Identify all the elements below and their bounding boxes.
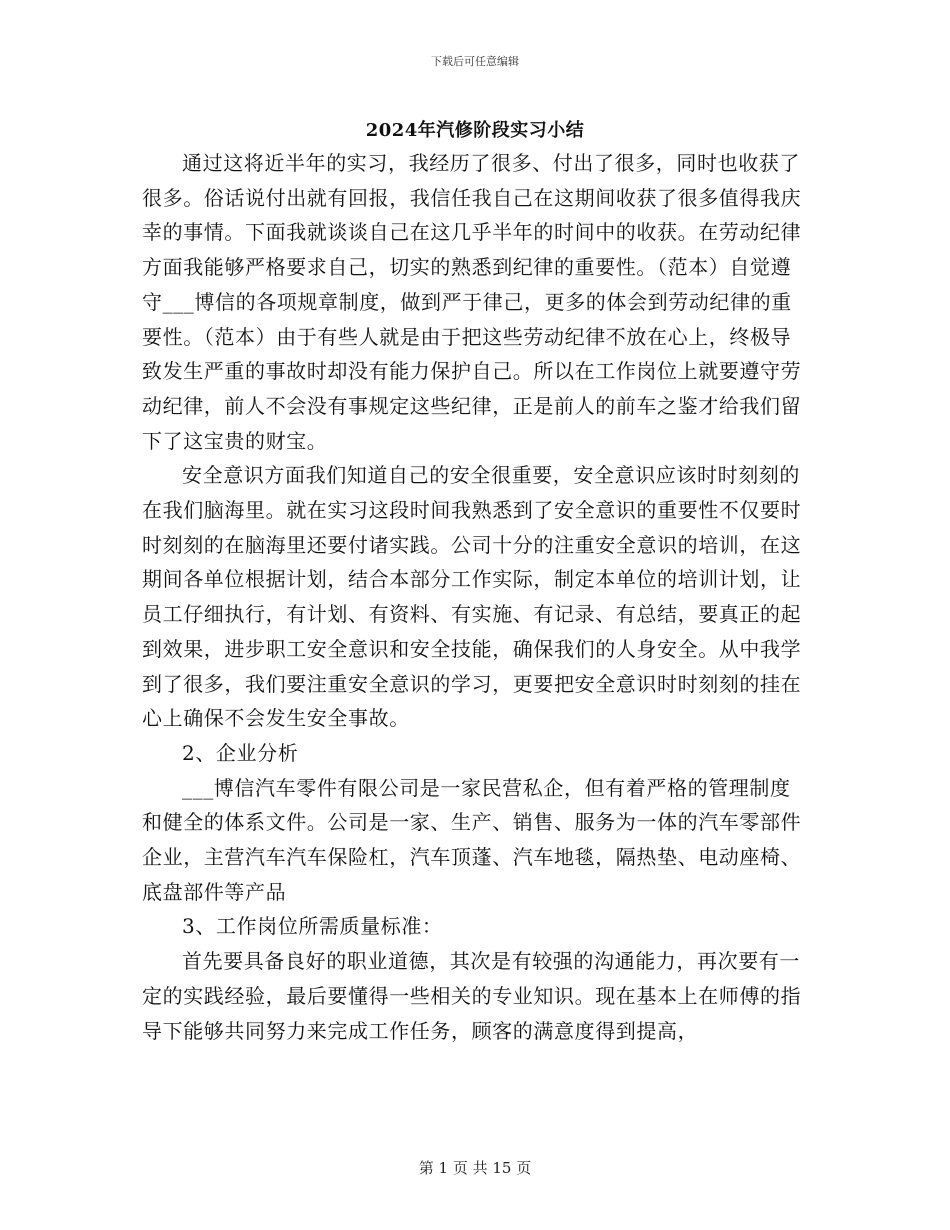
paragraph-safety-awareness: 安全意识方面我们知道自己的安全很重要，安全意识应该时时刻刻的在我们脑海里。就在实习这段时间我熟悉到了安全意识的重要性不仅要时时刻刻的在脑海里还要付诸实践。公司十分的注重安全意识的培训，在这期间各单位根据计划，结合本部分工作实际，制定本单位的培训计划，让员工仔细执行，有计划、有资料、有实施、有记录、有总结，要真正的起到效果，进步职工安全意识和安全技能，确保我们的人身安全。从中我学到了很多，我们要注重安全意识的学习，更要把安全意识时时刻刻的挂在心上确保不会发生安全事故。 <box>142 463 802 731</box>
page-header-note: 下载后可任意编辑 <box>431 55 519 68</box>
paragraph-enterprise-analysis: ___博信汽车零件有限公司是一家民营私企，但有着严格的管理制度和健全的体系文件。公司是一家、生产、销售、服务为一体的汽车零部件企业，主营汽车汽车保险杠，汽车顶蓬、汽车地毯，隔热垫、电动座椅、底盘部件等产品 <box>142 775 802 904</box>
page-number-footer: 第 1 页 共 15 页 <box>418 1159 532 1177</box>
paragraph-labor-discipline: 通过这将近半年的实习，我经历了很多、付出了很多，同时也收获了很多。俗话说付出就有回报，我信任我自己在这期间收获了很多值得我庆幸的事情。下面我就谈谈自己在这几乎半年的时间中的收获。在劳动纪律方面我能够严格要求自己，切实的熟悉到纪律的重要性。（范本）自觉遵守___博信的各项规章制度，做到严于律己，更多的体会到劳动纪律的重要性。（范本）由于有些人就是由于把这些劳动纪律不放在心上，终极导致发生严重的事故时却没有能力保护自己。所以在工作岗位上就要遵守劳动纪律，前人不会没有事规定这些纪律，正是前人的前车之鉴才给我们留下了这宝贵的财宝。 <box>142 151 802 453</box>
paragraph-quality-standards: 首先要具备良好的职业道德，其次是有较强的沟通能力，再次要有一定的实践经验，最后要懂得一些相关的专业知识。现在基本上在师傅的指导下能够共同努力来完成工作任务，顾客的满意度得到提高， <box>142 949 802 1043</box>
section-heading-quality-standards: 3、工作岗位所需质量标准： <box>182 914 443 939</box>
section-heading-enterprise-analysis: 2、企业分析 <box>182 740 299 765</box>
document-body <box>142 146 808 1048</box>
document-title: 2024年汽修阶段实习小结 <box>365 120 585 141</box>
